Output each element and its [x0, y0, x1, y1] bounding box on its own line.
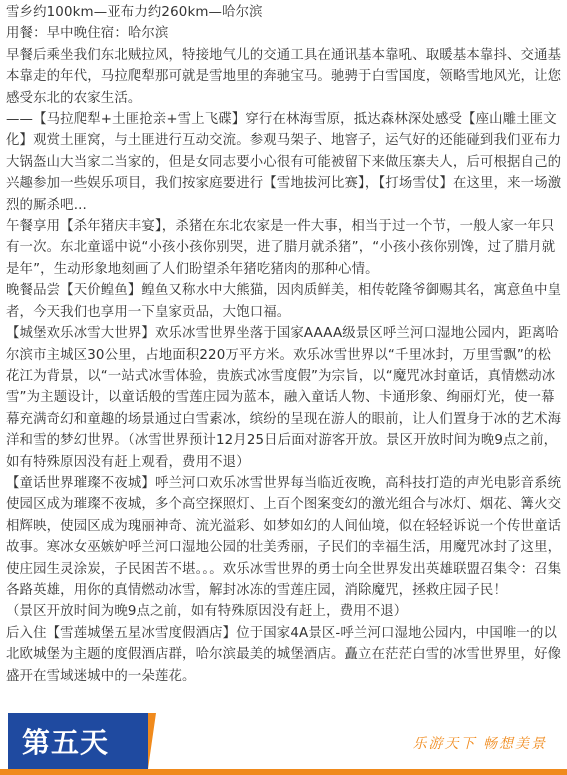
paragraph-lunch: 午餐享用【杀年猪庆丰宴】，杀猪在东北农家是一件大事，相当于过一个节，一般人家一年只有一次。东北童谣中说“小孩小孩你别哭，进了腊月就杀猪”，“小孩小孩你别馋，过了腊月就是年”，生动形象地刻画了人们盼望杀年猪吃猪肉的那种心情。 [6, 219, 556, 277]
banner-accent-stripe [148, 713, 156, 769]
banner-slogan: 乐游天下 畅想美景 [412, 736, 547, 752]
day-title: 第五天 [22, 726, 110, 759]
itinerary-text [6, 2, 562, 687]
paragraph-ice-snow-world: 【城堡欢乐冰雪大世界】欢乐冰雪世界坐落于国家AAAA级景区呼兰河口湿地公园内，距离哈尔滨市主城区30公里，占地面积220万平方米。欢乐冰雪世界以“千里冰封，万里雪飘”的松花江为背景，以“一站式冰雪体验，贵族式冰雪度假”为宗旨，以“魔咒冰封童话，真情燃动冰雪”为主题设计，以童话般的雪莲庄园为蓝本，融入童话人物、卡通形象、绚丽灯光，使一幕幕充满奇幻和童趣的场景通过白雪素冰，缤纷的呈现在游人的眼前，让人们置身于冰的艺术海洋和雪的梦幻世界。（冰雪世界预计12月25日后面对游客开放。景区开放时间为晚9点之前，如有特殊原因没有赶上观看，费用不退） [6, 326, 562, 470]
day-banner [0, 713, 567, 775]
paragraph-horse-sleigh: 早餐后乘坐我们东北贼拉风，特接地气儿的交通工具在通讯基本靠吼、取暖基本靠抖、交通基本靠走的年代，马拉爬犁那可就是雪地里的奔驰宝马。驰骋于白雪国度，领略雪地风光，让您感受东北的农家生活。 [6, 47, 562, 106]
banner-orange-bar [0, 769, 567, 775]
paragraph-dinner: 晚餐品尝【天价鳇鱼】鳇鱼又称水中大熊猫，因肉质鲜美，相传乾隆爷御赐其名，寓意鱼中皇者，今天我们也享用一下皇家贡品，大饱口福。 [6, 283, 562, 320]
paragraph-hotel: 后入住【雪莲城堡五星冰雪度假酒店】位于国家4A景区-呼兰河口湿地公园内，中国唯一的以北欧城堡为主题的度假酒店群，哈尔滨最美的城堡酒店。矗立在茫茫白雪的冰雪世界里，好像盛开在雪域迷城中的一朵莲花。 [6, 625, 562, 684]
paragraph-night-city: 【童话世界璀璨不夜城】呼兰河口欢乐冰雪世界每当临近夜晚，高科技打造的声光电影音系统使园区成为璀璨不夜城，多个高空探照灯、上百个图案变幻的激光组合与冰灯、烟花、篝火交相辉映，使园区成为瑰丽神奇、流光溢彩、如梦如幻的人间仙境，似在轻轻诉说一个传世童话故事。寒冰女巫嫉妒呼兰河口湿地公园的壮美秀丽，子民们的幸福生活，用魔咒冰封了这里，使庄园生灵涂炭，子民困苦不堪。。。欢乐冰雪世界的勇士向全世界发出英雄联盟召集令：召集各路英雄，用你的真情燃动冰雪，解封冰冻的雪莲庄园，消除魔咒，拯救庄园子民！ [6, 475, 562, 598]
opening-hours-note: （景区开放时间为晚9点之前，如有特殊原因没有赶上，费用不退） [6, 604, 408, 620]
paragraph-bandit-culture: ——【马拉爬犁+土匪抢亲+雪上飞碟】穿行在林海雪原，抵达森林深处感受【座山雕土匪文化】观赏土匪窝，与土匪进行互动交流。参观马架子、地窨子，运气好的还能碰到我们亚布力大锅盔山大当家二当家的，但是女同志要小心很有可能被留下来做压寨夫人，后可根据自己的兴趣参加一些娱乐项目，我们按家庭要进行【雪地拔河比赛】，【打场雪仗】在这里，来一场激烈的厮杀吧... [6, 112, 562, 213]
meals-lodging: 用餐：早中晚住宿：哈尔滨 [6, 26, 169, 42]
route-distance: 雪乡约100km—亚布力约260km—哈尔滨 [6, 5, 263, 20]
